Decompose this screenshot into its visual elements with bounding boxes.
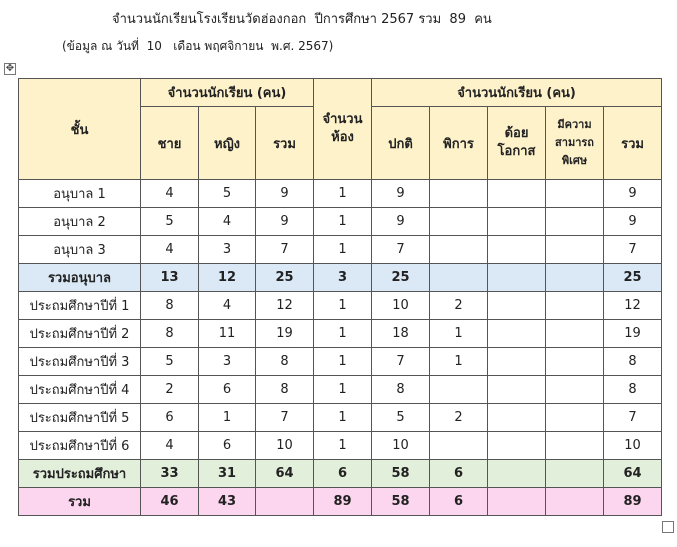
disabled-cell: 6 bbox=[430, 488, 488, 516]
grade-cell: ประถมศึกษาปีที่ 3 bbox=[19, 348, 141, 376]
gifted-cell bbox=[546, 292, 604, 320]
rooms-cell: 1 bbox=[314, 348, 372, 376]
total2-cell: 25 bbox=[604, 264, 662, 292]
disadvantaged-cell bbox=[488, 460, 546, 488]
grade-cell: รวม bbox=[19, 488, 141, 516]
gifted-cell bbox=[546, 180, 604, 208]
male-cell: 8 bbox=[141, 292, 199, 320]
table-row bbox=[19, 348, 662, 376]
total2-cell: 64 bbox=[604, 460, 662, 488]
rooms-cell: 1 bbox=[314, 432, 372, 460]
disabled-cell bbox=[430, 236, 488, 264]
header-disabled: พิการ bbox=[430, 107, 488, 180]
total2-cell: 89 bbox=[604, 488, 662, 516]
normal-cell: 10 bbox=[372, 432, 430, 460]
table-row bbox=[19, 292, 662, 320]
disabled-cell bbox=[430, 264, 488, 292]
normal-cell: 9 bbox=[372, 208, 430, 236]
table-row bbox=[19, 432, 662, 460]
rooms-cell: 1 bbox=[314, 180, 372, 208]
header-male: ชาย bbox=[141, 107, 199, 180]
grade-cell: ประถมศึกษาปีที่ 4 bbox=[19, 376, 141, 404]
rooms-cell: 1 bbox=[314, 404, 372, 432]
primary-total-row bbox=[19, 460, 662, 488]
document-subtitle: (ข้อมูล ณ วันที่ 10 เดือน พฤศจิกายน พ.ศ. 2567) bbox=[62, 39, 334, 53]
total-cell: 7 bbox=[256, 404, 314, 432]
header-grade: ชั้น bbox=[19, 79, 141, 180]
female-cell: 11 bbox=[199, 320, 256, 348]
header-disadvantaged-line2: โอกาส bbox=[497, 144, 536, 159]
rooms-cell: 3 bbox=[314, 264, 372, 292]
grade-cell: ประถมศึกษาปีที่ 2 bbox=[19, 320, 141, 348]
header-disadvantaged bbox=[488, 107, 546, 180]
disabled-cell bbox=[430, 432, 488, 460]
disadvantaged-cell bbox=[488, 376, 546, 404]
normal-cell: 5 bbox=[372, 404, 430, 432]
male-cell: 2 bbox=[141, 376, 199, 404]
total-cell: 8 bbox=[256, 348, 314, 376]
total2-cell: 12 bbox=[604, 292, 662, 320]
normal-cell: 7 bbox=[372, 236, 430, 264]
gifted-cell bbox=[546, 460, 604, 488]
normal-cell: 10 bbox=[372, 292, 430, 320]
male-cell: 33 bbox=[141, 460, 199, 488]
header-disadvantaged-line1: ด้อย bbox=[504, 126, 529, 141]
total-cell: 12 bbox=[256, 292, 314, 320]
female-cell: 1 bbox=[199, 404, 256, 432]
table-row bbox=[19, 404, 662, 432]
normal-cell: 58 bbox=[372, 460, 430, 488]
table-row bbox=[19, 236, 662, 264]
male-cell: 4 bbox=[141, 180, 199, 208]
disabled-cell bbox=[430, 208, 488, 236]
disadvantaged-cell bbox=[488, 348, 546, 376]
disadvantaged-cell bbox=[488, 432, 546, 460]
header-normal: ปกติ bbox=[372, 107, 430, 180]
header-gifted bbox=[546, 107, 604, 180]
normal-cell: 7 bbox=[372, 348, 430, 376]
move-cross-icon[interactable]: ✥ bbox=[5, 63, 15, 74]
header-rooms bbox=[314, 79, 372, 180]
rooms-cell: 1 bbox=[314, 236, 372, 264]
kindergarten-total-row bbox=[19, 264, 662, 292]
disadvantaged-cell bbox=[488, 404, 546, 432]
gifted-cell bbox=[546, 432, 604, 460]
gifted-cell bbox=[546, 264, 604, 292]
table-row bbox=[19, 376, 662, 404]
gifted-cell bbox=[546, 208, 604, 236]
disadvantaged-cell bbox=[488, 236, 546, 264]
total2-cell: 19 bbox=[604, 320, 662, 348]
male-cell: 5 bbox=[141, 348, 199, 376]
rooms-cell: 1 bbox=[314, 320, 372, 348]
total2-cell: 9 bbox=[604, 180, 662, 208]
total2-cell: 7 bbox=[604, 404, 662, 432]
total-cell: 8 bbox=[256, 376, 314, 404]
header-total-2: รวม bbox=[604, 107, 662, 180]
disabled-cell: 2 bbox=[430, 404, 488, 432]
grade-cell: อนุบาล 3 bbox=[19, 236, 141, 264]
header-gifted-line3: พิเศษ bbox=[561, 154, 588, 167]
normal-cell: 25 bbox=[372, 264, 430, 292]
rooms-cell: 1 bbox=[314, 208, 372, 236]
female-cell: 4 bbox=[199, 208, 256, 236]
rooms-cell: 1 bbox=[314, 376, 372, 404]
gifted-cell bbox=[546, 236, 604, 264]
disadvantaged-cell bbox=[488, 320, 546, 348]
total2-cell: 8 bbox=[604, 348, 662, 376]
grade-cell: รวมประถมศึกษา bbox=[19, 460, 141, 488]
normal-cell: 58 bbox=[372, 488, 430, 516]
header-gifted-line1: มีความ bbox=[557, 118, 592, 131]
table-row bbox=[19, 180, 662, 208]
gifted-cell bbox=[546, 348, 604, 376]
total-cell: 25 bbox=[256, 264, 314, 292]
gifted-cell bbox=[546, 320, 604, 348]
disabled-cell: 1 bbox=[430, 348, 488, 376]
total-cell bbox=[256, 488, 314, 516]
disadvantaged-cell bbox=[488, 264, 546, 292]
grade-cell: รวมอนุบาล bbox=[19, 264, 141, 292]
total2-cell: 9 bbox=[604, 208, 662, 236]
normal-cell: 18 bbox=[372, 320, 430, 348]
male-cell: 13 bbox=[141, 264, 199, 292]
table-row bbox=[19, 320, 662, 348]
normal-cell: 8 bbox=[372, 376, 430, 404]
female-cell: 43 bbox=[199, 488, 256, 516]
total-cell: 9 bbox=[256, 208, 314, 236]
rooms-cell: 1 bbox=[314, 292, 372, 320]
disadvantaged-cell bbox=[488, 488, 546, 516]
disabled-cell: 2 bbox=[430, 292, 488, 320]
document-title: จำนวนนักเรียนโรงเรียนวัดฮ่องกอก ปีการศึกษา 2567 รวม 89 คน bbox=[112, 12, 492, 27]
total2-cell: 7 bbox=[604, 236, 662, 264]
female-cell: 31 bbox=[199, 460, 256, 488]
disabled-cell bbox=[430, 180, 488, 208]
grade-cell: ประถมศึกษาปีที่ 6 bbox=[19, 432, 141, 460]
disabled-cell bbox=[430, 376, 488, 404]
total2-cell: 10 bbox=[604, 432, 662, 460]
total-cell: 7 bbox=[256, 236, 314, 264]
male-cell: 6 bbox=[141, 404, 199, 432]
male-cell: 5 bbox=[141, 208, 199, 236]
total-cell: 9 bbox=[256, 180, 314, 208]
female-cell: 4 bbox=[199, 292, 256, 320]
student-count-table bbox=[18, 78, 662, 516]
header-rooms-line1: จำนวน bbox=[322, 112, 363, 127]
header-gifted-line2: สามารถ bbox=[555, 136, 594, 149]
normal-cell: 9 bbox=[372, 180, 430, 208]
gifted-cell bbox=[546, 376, 604, 404]
total2-cell: 8 bbox=[604, 376, 662, 404]
disabled-cell: 1 bbox=[430, 320, 488, 348]
male-cell: 4 bbox=[141, 236, 199, 264]
male-cell: 46 bbox=[141, 488, 199, 516]
grand-total-row bbox=[19, 488, 662, 516]
resize-square-icon[interactable] bbox=[662, 521, 674, 533]
header-total: รวม bbox=[256, 107, 314, 180]
female-cell: 6 bbox=[199, 376, 256, 404]
male-cell: 8 bbox=[141, 320, 199, 348]
female-cell: 3 bbox=[199, 348, 256, 376]
disadvantaged-cell bbox=[488, 180, 546, 208]
grade-cell: อนุบาล 2 bbox=[19, 208, 141, 236]
rooms-cell: 6 bbox=[314, 460, 372, 488]
grade-cell: ประถมศึกษาปีที่ 5 bbox=[19, 404, 141, 432]
header-students-group: จำนวนนักเรียน (คน) bbox=[141, 79, 314, 107]
disadvantaged-cell bbox=[488, 208, 546, 236]
header-students-group-2: จำนวนนักเรียน (คน) bbox=[372, 79, 662, 107]
male-cell: 4 bbox=[141, 432, 199, 460]
female-cell: 3 bbox=[199, 236, 256, 264]
female-cell: 6 bbox=[199, 432, 256, 460]
header-rooms-line2: ห้อง bbox=[331, 130, 354, 145]
female-cell: 12 bbox=[199, 264, 256, 292]
gifted-cell bbox=[546, 404, 604, 432]
grade-cell: อนุบาล 1 bbox=[19, 180, 141, 208]
female-cell: 5 bbox=[199, 180, 256, 208]
header-female: หญิง bbox=[199, 107, 256, 180]
grade-cell: ประถมศึกษาปีที่ 1 bbox=[19, 292, 141, 320]
table-row bbox=[19, 208, 662, 236]
total-cell: 10 bbox=[256, 432, 314, 460]
disadvantaged-cell bbox=[488, 292, 546, 320]
disabled-cell: 6 bbox=[430, 460, 488, 488]
gifted-cell bbox=[546, 488, 604, 516]
rooms-cell: 89 bbox=[314, 488, 372, 516]
total-cell: 64 bbox=[256, 460, 314, 488]
total-cell: 19 bbox=[256, 320, 314, 348]
